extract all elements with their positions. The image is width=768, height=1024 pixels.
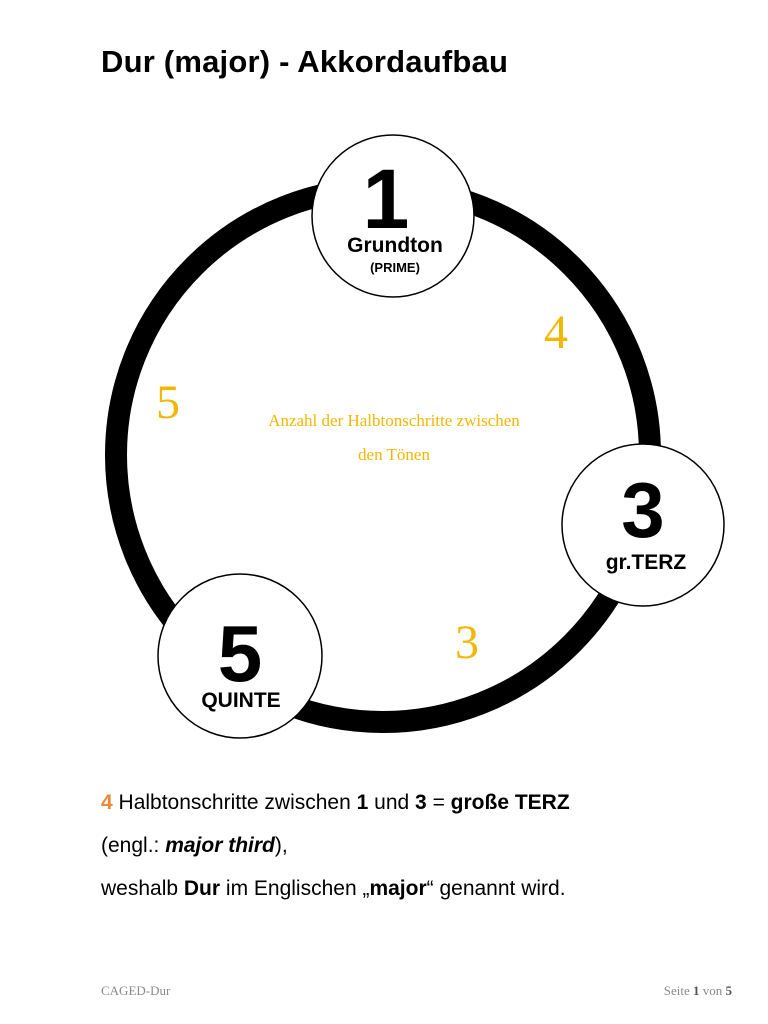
- node-terz-label: gr.TERZ: [605, 551, 687, 574]
- of-word: von: [702, 983, 723, 998]
- interval-label-5-1: 5: [156, 376, 180, 429]
- explanation-text: [101, 781, 570, 910]
- explanation-line-3: [101, 867, 570, 910]
- text-span: weshalb: [101, 877, 184, 900]
- bold-span: 3: [415, 791, 427, 814]
- bold-span: Dur: [183, 877, 221, 900]
- center-caption-line1: Anzahl der Halbtonschritte zwischen: [268, 411, 520, 430]
- bold-span: major: [369, 877, 427, 900]
- node-grundton-label: Grundton: [347, 234, 443, 257]
- total-pages: 5: [725, 983, 732, 998]
- explanation-line-2: [101, 824, 570, 867]
- node-grundton: [312, 135, 474, 297]
- text-span: (engl.:: [101, 834, 166, 857]
- page-word: Seite: [663, 983, 690, 998]
- node-terz-number: 3: [621, 466, 665, 554]
- text-span: und: [368, 791, 416, 814]
- bold-span: 1: [356, 791, 369, 814]
- footer-page-number: [664, 983, 732, 999]
- interval-label-3-5: 3: [455, 616, 479, 669]
- footer-document-name: CAGED-Dur: [101, 983, 171, 998]
- bold-italic-span: major third: [165, 834, 275, 857]
- text-span: Halbtonschritte zwischen: [112, 791, 357, 814]
- text-span: “ genannt wird.: [426, 877, 566, 900]
- page-title: Dur (major) - Akkordaufbau: [101, 44, 509, 79]
- text-span: =: [426, 791, 451, 814]
- node-terz: [562, 444, 724, 606]
- node-grundton-sublabel: (PRIME): [370, 260, 420, 275]
- node-quinte: [158, 574, 322, 738]
- explanation-line-1: [101, 781, 570, 824]
- text-span: im Englischen „: [220, 877, 370, 900]
- node-quinte-label: QUINTE: [201, 689, 281, 712]
- center-caption-line2: den Tönen: [358, 445, 430, 464]
- text-span: ),: [274, 834, 288, 857]
- semitone-count: 4: [101, 791, 113, 814]
- node-grundton-number: 1: [362, 152, 410, 246]
- current-page: 1: [693, 983, 700, 998]
- bold-span: große TERZ: [450, 791, 570, 814]
- node-quinte-number: 5: [217, 609, 263, 698]
- interval-label-1-3: 4: [544, 306, 568, 359]
